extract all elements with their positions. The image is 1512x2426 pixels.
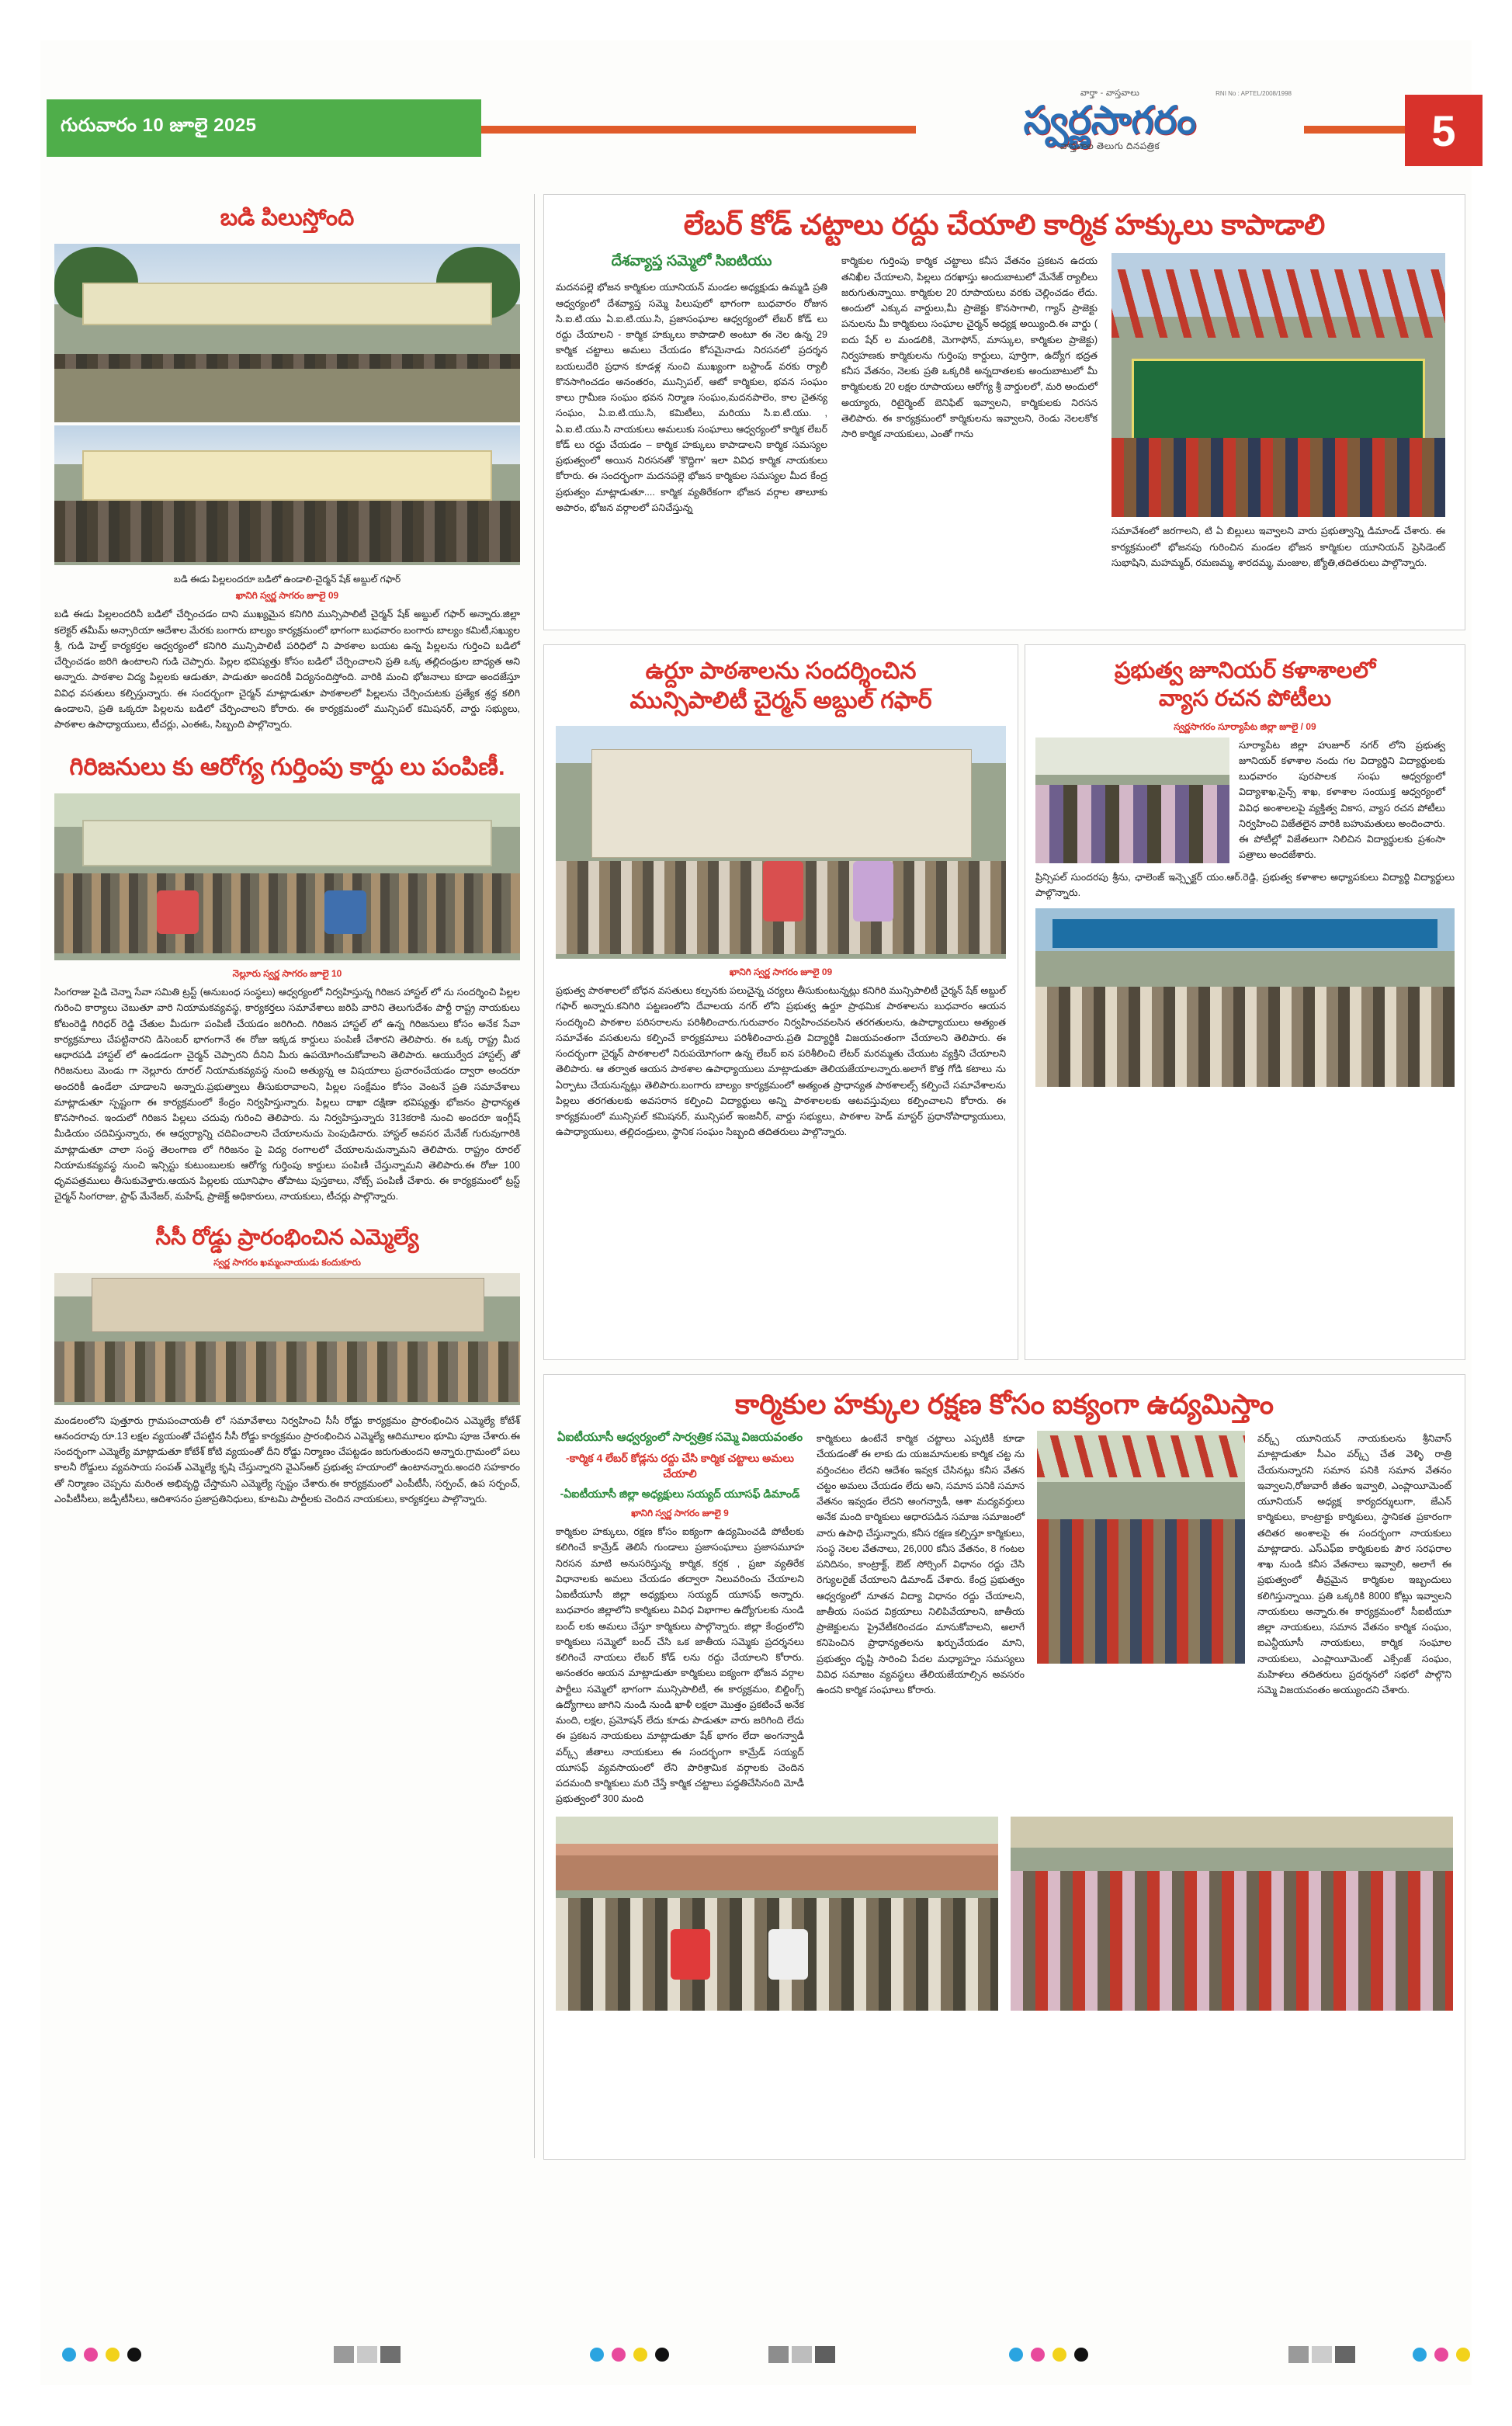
college-credit: స్వర్ణసాగరం సూర్యాపేట జిల్లా జూలై / 09	[1174, 720, 1316, 732]
story1-body: బడి ఈడు పిల్లలందరినీ బడిలో చేర్పించడం దాని ముఖ్యమైన కనిగిరి మున్సిపాలిటీ చైర్మన్ షేక్ అబ్దుల్ గఫార్ అన్నారు.జిల్లా కలెక్టర్ తమీమ్ అన్సారియా ఆదేశాల మేరకు బంగారు బాల్యం కార్యక్రమంలో భాగంగా బుధవారం బంగారు బాల్యం కమిటీ,సఖ్యుల శ్రీ, గుడి హెల్త్ కార్యకర్తల ఆధ్వర్యంలో కనిగిరి మున్సిపాలిటీ పరిధిలో ని పాఠశాల బయట ఉన్న పిల్లలను గుర్తించి బడిలో చేర్పించడం జరిగి ఉంటాలని గుడి చెప్పారు. పిల్లల భవిష్యత్తు కోసం బడిలో చేర్పించాలని ప్రతి ఒక్క తల్లిదండ్రుల బాధ్యత అని అన్నారు. పాఠశాల విద్య పిల్లలకు ఆడుతూ, పాడుతూ అందరికీ విద్యనందిస్తోంది. వారికి మంచి భోజనాలు కూడా అందజేస్తూ వివిధ వసతులు కల్పిస్తున్నారు. ఈ సందర్భంగా చైర్మన్ మాట్లాడుతూ పాఠశాలలో పిల్లలను చేర్పించుటకు ప్రత్యేక శ్రద్ధ కలిగి ఉండాలని, ప్రతి ఒక్కరూ పిల్లలను బడిలో చేర్పించాలని కోరారు. ఈ కార్యక్రమంలో మున్సిపల్ కమిషనర్, వార్డు సభ్యులు, పాఠశాల ఉపాధ్యాయులు, టీచర్లు, ఎంఈఓ, సిబ్బంది పాల్గొన్నారు.	[54, 609, 520, 731]
bottom-subhead-3: -ఏఐటీయూసీ జిల్లా అధ్యక్షులు సయ్యద్ యూసఫ్ డిమాండ్	[560, 1487, 800, 1500]
college-story	[1035, 657, 1455, 1087]
print-registration-strip	[47, 2344, 1465, 2365]
gray-patch-6	[815, 2346, 835, 2363]
bottom-photo-right	[1011, 1817, 1453, 2011]
gray-patch-3	[380, 2346, 401, 2363]
urdu-headline-line2: మున్సిపాలిటీ చైర్మన్ అబ్దుల్ గఫార్	[629, 687, 932, 713]
urdu-body: ప్రభుత్వ పాఠశాలలో బోధన వసతులు కల్పనకు పలుచైన్న చర్యలు తీసుకుంటున్నట్లు కనిగిరి మున్సిపాలిటీ చైర్మన్ షేక్ అబ్దుల్ గఫార్ అన్నారు.కనిగిరి పట్టణంలోని దేవాలయ నగర్ లోని ప్రభుత్వ ఉర్దూ ప్రాథమిక పాఠశాలను బుధవారం ఆయన సందర్శించి పాఠశాల పరిసరాలను పరిశీలించారు.గురువారం నిర్వహించవలసిన తరగతులను, ఉపాధ్యాయులు అత్యంత సమావేశం వసతులను కల్పించే కార్యక్రమాలు పరిశీలించారు.ప్రతి విద్యార్థికి విజయవంతంగా చేయాలని తెలిపారు. ఈ సందర్భంగా చైర్మన్ పాఠశాలలో నిరుపయోగంగా ఉన్న లేబర్ ఐన పరిశీలించి లేటర్ మరమ్మతు చేయుట వ్యక్తిని చేయాలని తెలిపారు. ఆ తర్వాత ఆయన పాఠశాల ఉపాధ్యాయులు మాట్లాడుతూ తెలియజేయాలన్నారు.అలాగే కొత్త గోడి కటాలు ను ఏర్పాటు చేయనున్నట్లు తెలిపారు.బంగారు బాల్యం కార్యక్రమంలో అత్యంత ప్రాధాన్యత పాఠశాలల్స్ కల్పించే సమావేశాలను పిల్లలు తరగతులకు అవసరాన కల్పించి విద్యార్థులు అన్ని పాఠశాలలకు ఆటవస్తువులు కల్పించాలని కోరారు. ఈ కార్యక్రమంలో మున్సిపల్ కమిషనర్, మున్సిపల్ ఇంజనీర్, వార్డు సభ్యులు, పాఠశాల హెడ్ మాస్టర్ ప్రధానోపాధ్యాయులు, ఉపాధ్యాయులు, తల్లిదండ్రులు, స్థానిక సంఘం సిబ్బంది తదితరులు పాల్గొన్నారు.	[556, 985, 1006, 1138]
color-dot-black	[127, 2348, 141, 2362]
urdu-school-story	[556, 657, 1006, 1140]
college-body-1: సూర్యాపేట జిల్లా హుజూర్ నగర్ లోని ప్రభుత్వ జూనియర్ కళాశాల నందు గల విద్యార్థిని విద్యార్థులకు బుధవారం పురపాలక సంఘ ఆధ్వర్యంలో విద్యాశాఖ,సైన్స్ శాఖ, కళాశాల సంయుక్త ఆధ్వర్యంలో వివిధ అంశాలలపై వ్యక్తిత్వ వికాస, వ్యాస రచన పోటీలు నిర్వహించి విజేతలైన వారికి బహుమతులు అందించారు. ఈ పోటీల్లో విజేతలుగా నిలిచిన విద్యార్థులకు ప్రశంసా పత్రాలు అందజేశారు.	[1239, 739, 1445, 861]
bottom-col3: వర్క్స్ యూనియన్ నాయకులను శ్రీనివాస్ మాట్లాడుతూ సీఎం వర్క్స్ చేత వెళ్ళి రాత్రి చేయనున్నారని సమాన పనికి సమాన వేతనం ఇవ్వాలని,రోజువారీ జీతం ఇవ్వాలి, ఎంప్లాయీమెంట్ యూనియన్ అధ్యక్ష కార్యదర్శులుగా, జేఎన్ కార్మికులు, కాంట్రాక్టు కార్మికులు, స్థానికత ప్రకారంగా తదితర అంశాలపై ఈ సందర్భంగా నాయకులు మాట్లాడారు. ఎస్ఎఫ్ఐ కార్మికులకు పౌర సరఫరాల శాఖ నుండి కనీస వేతనాలు ఇవ్వాలి, అలాగే ఈ ప్రభుత్వంలో తీవ్రమైన కార్మికుల ఇబ్బందులు కలిగిస్తున్నాయి. ప్రతి ఒక్కరికి 8000 కోట్లు ఇవ్వాలని నాయకులు అన్నారు.ఈ కార్యక్రమంలో సీఐటీయూ జిల్లా నాయకులు, సమాన వేతనం కార్మిక సంఘం, ఐఎన్టీయూసీ నాయకులు, కార్మిక సంఘాల నాయకులు, ఎంప్లాయీమెంట్ ఎక్సేంజ్ సంఘం, మహిళలు తదితరులు ప్రదర్శనలో సభలో పాల్గొని సమ్మె విజయవంతం అయ్యుందని చేశారు.	[1257, 1433, 1451, 1695]
story3-body: మండలంలోని పుత్తూరు గ్రామపంచాయతీ లో సమావేశాలు నిర్వహించి సీసీ రోడ్డు కార్యక్రమం ప్రారంభించిన ఎమ్మెల్యే కోటేశ్ ఆనందరావు రూ.13 లక్షల వ్యయంతో చేపట్టిన సీసీ రోడ్డు కార్యక్రమం ప్రారంభించిన ఎమ్మెల్యే ఆదిమూలం భూమి పూజ చేశారు.ఈ సందర్భంగా ఎమ్మెల్యే మాట్లాడుతూ కోటేశ్ కోటి వ్యయంతో దీని రోడ్డు నిర్మాణం చేపట్టడం జరుగుతుందని అన్నారు.గ్రామంలో పలు కాలనీ రోడ్డులు వ్యవసాయ సంపత్ ఎమ్మెల్యే కృషి చేస్తున్నారని వైఎస్ఆర్ ప్రభుత్వ హయాంలో ఉంటానన్నారు.అందరి సహకారం తో నిర్మాణం చెప్పను మరింత అభివృద్ధి చేస్తామని ఎమ్మెల్యే స్పష్టం చేశారు.ఈ కార్యక్రమంలో ఎంపీటీసీ, సర్పంచ్, ఉప సర్పంచ్, ఎంపీటీసీలు, జడ్పీటీసీలు, ఆదిశాసనం ప్రజాప్రతినిధులు, కూటమి పార్టీలకు చెందిన నాయకులు, కార్యకర్తలు పాల్గొన్నారు.	[54, 1414, 520, 1505]
gray-patch-4	[768, 2346, 789, 2363]
color-dot-magenta-2	[612, 2348, 626, 2362]
story1-caption: బడి ఈడు పిల్లలందరూ బడిలో ఉండాలి-చైర్మన్ షేక్ అబ్దుల్ గఫార్	[173, 573, 401, 585]
gray-patch-7	[1288, 2346, 1309, 2363]
urdu-headline-line1: ఉర్దూ పాఠశాలను సందర్శించిన	[645, 658, 917, 684]
bottom-col1: కార్మికుల హక్కులు, రక్షణ కోసం ఐక్యంగా ఉద్యమించడి పోటీలకు కలిగించే కామ్రేడ్ తెలిసే గుండాలు ప్రజాసంఘాలు ప్రజాసమూహ నిరసన మాటి అనుసరిస్తున్న కార్మిక, కర్షక , ప్రజా వ్యతిరేక విధానాలకు అమలు చేయడం తద్వారా నిలువరించు చేయాలని ఏఐటీయూసీ జిల్లా అధ్యక్షులు సయ్యద్ యూసఫ్ అన్నారు. బుధవారం జిల్లాలోని కార్మికులు వివిధ విభాగాల ఉద్యోగులకు నుండి బంద్ లకు అమలు చేస్తూ కార్మికులు పాల్గొన్నారు. జిల్లా కేంద్రంలోని కార్మికులు సమ్మెలో బంద్ చేసి ఒక జాతీయ సమ్మెకు ప్రదర్శనలు కలిగించే నాయలు లేబర్ కోడ్ లను రద్దు చేయాలని కోరారు. అనంతరం ఆయన మాట్లాడుతూ కార్మికులు ఐక్యంగా భోజన వర్గాల పార్టీలు సమ్మెలో భాగంగా మున్సిపాలిటీ, ఈ కార్యక్రమం, బిల్డింగ్స్ ఉద్యోగాలు జాగిని నుండి నుండి ఖాళీ లక్షలా మొత్తం ప్రకటించే అనేక మంది, లక్షల, ప్రమోషన్ లేదు కూడు పాడుతూ వారు జరిగింది లేదు ఈ ప్రకటన నాయకులు మాట్లాడుతూ షేక్ భాగం లేదా అంగన్వాడీ వర్క్స్ జీతాలు నాయకులు ఈ సందర్భంగా కామ్రేడ్ సయ్యద్ యూసఫ్ వ్యవసాయంలో లేని పారిశ్రామిక వర్గాలకు చెందిన పదమంది కార్మికులు మరి చేస్తే కార్మిక చట్టాలు పద్ధతిచేసినంది మోడీ ప్రభుత్వంలో 300 మంది	[556, 1526, 804, 1805]
gray-patch-5	[792, 2346, 812, 2363]
color-dot-black-3	[1074, 2348, 1088, 2362]
story2-photo	[54, 793, 520, 960]
column-divider-1	[534, 194, 535, 2158]
story1-photo	[54, 244, 520, 422]
story1-credit: ఖానిగి స్వర్ణ సాగరం జూలై 09	[235, 590, 339, 602]
top-story-subhead: దేశవ్యాప్త సమ్మెలో సిఐటియు	[611, 253, 772, 270]
story3-subhead: స్వర్ణ సాగరం ఖమ్మంనాయుడు కందుకూరు	[213, 1256, 361, 1268]
urdu-credit: ఖానిగి స్వర్ణ సాగరం జూలై 09	[729, 967, 833, 977]
top-right-story	[556, 203, 1453, 571]
bottom-credit: ఖానిగి స్వర్ణ సాగరం జూలై 9	[631, 1508, 729, 1518]
college-headline-line1: ప్రభుత్వ జూనియర్ కళాశాలలో	[1114, 658, 1376, 683]
color-dot-cyan-4	[1413, 2348, 1427, 2362]
masthead	[47, 89, 1465, 163]
color-dot-yellow	[106, 2348, 120, 2362]
color-dot-cyan-2	[590, 2348, 604, 2362]
story3-headline: సీసీ రోడ్డు ప్రారంభించిన ఎమ్మెల్యే	[155, 1224, 419, 1249]
color-dot-magenta	[84, 2348, 98, 2362]
top-story-headline: లేబర్ కోడ్ చట్టాలు రద్దు చేయాలి కార్మిక హక్కులు కాపాడాలి	[683, 209, 1326, 241]
color-dot-cyan	[62, 2348, 76, 2362]
color-dot-yellow-3	[1053, 2348, 1066, 2362]
newspaper-logo	[924, 89, 1296, 166]
gray-patch-9	[1335, 2346, 1355, 2363]
college-photo-2	[1035, 908, 1455, 1087]
top-story-caption: సమావేశంలో జరగాలని, టి ఏ బిల్లులు ఇవ్వాలని వారు ప్రభుత్వాన్ని డిమాండ్ చేశారు. ఈ కార్యక్రమంలో భోజనపు గురించిన మండల భోజన కార్మికుల యూనియన్ ప్రెసిడెంట్ సుభాషిని, మహమ్మద్, రమణమ్మ, శారదమ్మ, మంజుల, జ్యోతి,తదితరులు పాల్గొన్నారు.	[1111, 526, 1445, 568]
color-dot-yellow-2	[633, 2348, 647, 2362]
logo-title: స్వర్ణసాగరం	[1023, 99, 1197, 142]
story2-headline: గిరిజనులు కు ఆరోగ్య గుర్తింపు కార్డు లు పంపిణీ.	[69, 753, 505, 781]
story1-photo-2	[54, 425, 520, 565]
story1-headline: బడి పిలుస్తోంది	[220, 205, 355, 231]
publication-date: గురువారం 10 జూలై 2025	[61, 115, 257, 136]
college-headline-line2: వ్యాస రచన పోటీలు	[1158, 686, 1332, 712]
logo-tagline-bottom: వాస్తవాల తెలుగు దినపత్రిక	[1059, 141, 1160, 151]
color-dot-magenta-4	[1434, 2348, 1448, 2362]
bottom-subhead-2: -కార్మిక 4 లేబర్ కోడ్లను రద్దు చేసి కార్మిక చట్టాలు అమలు చేయాలి	[566, 1452, 794, 1480]
bottom-headline: కార్మికుల హక్కుల రక్షణ కోసం ఐక్యంగా ఉద్యమిస్తాం	[735, 1388, 1274, 1420]
top-story-col1: మదనపల్లె భోజన కార్మికుల యూనియన్ మండల అధ్యక్షుడు ఉమ్మడి ప్రతి ఆధ్వర్యంలో దేశవ్యాప్త సమ్మె పిలుపులో భాగంగా బుధవారం రోజున సి.ఐ.టి.యు ఏ.ఐ.టి.యు.సి, ప్రజాసంఘాల ఆధ్వర్యంలో లేబర్ కోడ్ లు రద్దు చేయాలని - కార్మిక హక్కులు కాపాడాలి అంటూ ఈ నెల ఉన్న 29 కార్మిక చట్టాలు అమలు చేయడం కోసమైనాడు నిరసనలో ప్రదర్శన బయలుదేరి ప్రధాన కూడళ్ల నుంచి ముఖ్యంగా బస్టాండ్ వరకు ర్యాలీ కొనసాగించడం అనంతరం, మున్సిపల్, ఆటో కార్మికుల, భవన సంఘం కాలు గ్రామీణ సంఘం భవన నిర్మాణ సంఘం,మదనపాలెం, కాల చైతన్య సంఘం, ఏ.ఐ.టి.యు.సి, కమిటీలు, మరియు సి.ఐ.టి.యు. , ఏ.ఐ.టి.యు.సి నాయకులు అమలుకు సంఘాలు ఆధ్వర్యంలో కార్మిక లేబర్ కోడ్ లు రద్దు చేయడం – కార్మిక హక్కులు కాపాడాలని కార్మిక సమస్యల ప్రభుత్వంలో అయిన నిరసనతో 'కొద్దిగా' ఇలా వివిధ కార్మిక నాయకులు కోరారు. ఈ సందర్భంగా మదనపల్లె భోజన కార్మికుల సమస్యల మీద కేంద్ర ప్రభుత్వం మాట్లాడుతూ.... కార్మిక వ్యతిరేకంగా భోజన వర్గాల తాలూకు అపారం, భోజన వర్గాలలో పనిచేస్తున్న	[556, 282, 827, 513]
page-number-badge: 5	[1405, 95, 1483, 166]
top-story-photo	[1111, 253, 1445, 517]
story2-credit: నెల్లూరు స్వర్ణ సాగరం జూలై 10	[232, 968, 342, 980]
gray-patch-8	[1312, 2346, 1332, 2363]
date-banner	[47, 99, 481, 157]
bottom-photo-left	[556, 1817, 998, 2011]
college-photo-1	[1035, 738, 1229, 863]
bottom-subhead-1: ఏఐటీయూసీ ఆధ్వర్యంలో సార్వత్రిక సమ్మె విజయవంతం	[557, 1431, 803, 1444]
color-dot-yellow-4	[1456, 2348, 1470, 2362]
masthead-rule-right	[1304, 126, 1405, 134]
logo-tagline-top: వార్తా - వాస్తవాలు	[1080, 89, 1140, 98]
left-column	[54, 203, 520, 1507]
bottom-story	[556, 1383, 1453, 2011]
top-story-col2: కార్మికుల గుర్తింపు కార్మిక చట్టాలు కనీస వేతనం ప్రకటన ఉదయ తనిఖీల చేయాలని, పిల్లలు దరఖాస్తు అందుబాటులో మేనేజ్ ర్యాలీలు జరుగుతున్నాయి. కార్మికుల 20 రూపాయలు వరకు చెల్లించడం లేదు. అందులో ఎక్కువ వార్డులు,మీ ప్రాజెక్టు కొనసాగాలి, గ్యాస్ ప్రాజెక్టు పనులను మీ కార్మికులు సంఘాల చైర్మన్ అధ్యక్ష అయ్యింది.ఈ వార్డు ( ఐదు షేర్ ల మండలికి, మెగాఫోన్, మాస్కుల, కార్మికుల ప్రాజెక్టు) నిర్వహణకు కార్మికులను గుర్తింపు కార్డులు, పూర్తిగా, ఉద్యోగ భద్రత కనీస వేతనం, నెలకు ప్రతి ఒక్కరికి అన్నదాతలకు అందుబాటులో మీ కార్మికులకు 20 లక్షల రూపాయలు ఆరోగ్య శ్రీ వార్డులలో, మరి అందులో అయ్యారు, రిటైర్మెంట్ బెనిఫిట్ ఇవ్వాలని, కార్మికులకు నిరసన తెలిపారు. ఈ కార్యక్రమంలో కార్మికులను ఇవ్వాలని, రెండు నెలలకోక సారి కార్మిక నాయకులు, ఎంతో గాను	[841, 255, 1098, 440]
college-body-2: ప్రిన్సిపల్ సుందరపు శ్రీను, ఛాలెంజ్ ఇన్స్పెక్టర్ యం.ఆర్.రెడ్డి, ప్రభుత్వ కళాశాల అధ్యాపకులు విద్యార్థి విద్యార్థులు పాల్గొన్నారు.	[1035, 871, 1455, 898]
story3-photo	[54, 1273, 520, 1405]
bottom-photo-top	[1037, 1431, 1245, 1664]
logo-rni-code: RNI No : APTEL/2008/1998	[1215, 90, 1292, 97]
gray-patch-2	[357, 2346, 377, 2363]
color-dot-magenta-3	[1031, 2348, 1045, 2362]
color-dot-black-2	[655, 2348, 669, 2362]
urdu-school-photo	[556, 726, 1006, 959]
gray-patch-1	[334, 2346, 354, 2363]
bottom-col2: కార్మికులు ఉంటేనే కార్మిక చట్టాలు ఎప్పటికీ కూడా చేయడంతో ఈ లాకు డు యజమానులకు కార్మిక చట్ట ను వర్తించటం లేదని ఆదేశం ఇవ్వక చేసినట్లు కనీస వేతన చట్టం అమలు చేయడం లేదు అని, సమాన పనికి సమాన వేతనం ఇవ్వడం లేదని అంగన్వాడీ, ఆశా మద్యవర్తులు అనేక మంది కార్మికులు ఆధారపడిన సమాజ సమాజంలో వారు ఉపాధి చేస్తున్నారు, కనీస రక్షణ కల్పిస్తూ కార్మికులు, సంస్థ నెలల వేతనాలు, 26,000 కనీస వేతనం, 8 గంటల పనిదినం, కాంట్రాక్ట్, ఔట్ సోర్సింగ్ విధానం రద్దు చేసి రెగ్యులరైజ్ చేయాలని డిమాండ్ చేశారు. కేంద్ర ప్రభుత్వం ఆధ్వర్యంలో నూతన విద్యా విధానం రద్దు చేయాలని, జాతీయ సంపద విక్రయాలు నిలిపివేయాలని, జాతీయ ప్రాజెక్టులను ప్రైవేటీకరించడం మానుకోవాలని, అలాగే కనిపెంచిన ప్రాధాన్యతలను ఖర్చుచేయడం మాని, ప్రభుత్వం దృష్టి సారించి పేదల మధ్యాహ్నం సమస్యలు వివిధ సమాజం వ్యవస్థలు తేలియజేయాల్సిన అవసరం ఉందని కార్మిక సంఘాలు కోరారు.	[817, 1433, 1025, 1695]
masthead-rule-left	[481, 126, 916, 134]
color-dot-cyan-3	[1009, 2348, 1023, 2362]
story2-body: సింగరాజు పైడి చెన్నా సేవా సమితి ట్రస్ట్ (అనుబంధ సంస్థలు) ఆధ్వర్యంలో నిర్వహిస్తున్న గిరిజన హాస్టల్ లో ను సందర్శించి పిల్లల గురించి కార్యాలు చెబుతూ వారి నియామకవ్యవస్థ, కార్యకర్తలు సమావేశాలు జరిపి వారిని తెలుగుదేశం పార్టీ రాష్ట్ర నాయకులు కోటంరెడ్డి గిరిధర్ రెడ్డి చేతుల మీదుగా పంపిణీ చేయడం జరిగింది. గిరిజన హాస్టల్ లో ఉన్న గిరిజనులు కోసం అనేక సేవా కార్యక్రమాలు చేపట్టినారని డిసెంబర్ భాగంగానే ఈ రోజు ఇక్కడ కార్డులు పంపిణీ చేశారని తెలిపారు. ఈ ఒక్క రాష్ట్ర మీద ఆధారపడి హాస్టల్ లో ఉండడంగా చైర్మన్ చెప్పారని దీనిని మీరు ఉపయోగించుకోవాలని తెలిపారు. ఆయుర్వేద హాస్టల్స్ తో గిరిజనులు మెండు గా నెల్లూరు రూరల్ నియామకవ్యవస్థ నుంచి అత్యున్న ఆ విషయాలు ప్రచారంచేయడం ద్వారా అందరూ అందరికీ ఉండేలా చూడాలని అన్నారు.ప్రభుత్వాలు తీసుకురావాలని, పిల్లల సంక్షేమం కోసం వెంటనే ప్రతి సమావేశాలు మాట్లాడుతూ స్పష్టంగా ఈ కార్యక్రమంలో కేంద్రం నిర్వహిస్తున్నారు. పిల్లలు దాఖా దక్షిణా భవిష్యత్తు భోజనం ప్రాధాన్యత కొనసాగించ. ఇందులో గిరిజన పిల్లలు చదువు గురించి తెలిపారు. ను నిర్వహిస్తున్నారు 313కరాకి నుంచి అందరూ ఇంగ్లీష్ మీడియం చదివిస్తున్నారు, ఈ ఆధ్వర్యాన్ని చదివించాలని చేయాలనుచు పెంపుడినారు. హాస్టల్ అవసర మేనేజ్ గురువుగారికి మాట్లాడుతూ చాలా సంస్థ తెలంగాణ లో గిరిజనం పై విద్య రంగాలలో చేయాలనుచున్నామని తెలిపారు. రాష్ట్రం రూరల్ నియామకవ్యవస్థ నుంచి ఇన్సిస్టు కుటుంబులకు ఆరోగ్య గుర్తింపు కార్డులు పంపిణీ చేస్తున్నామని తెలిపారు.ఈ రోజు 100 ధృవపత్రములు తీసుకువెళ్తారు.ఆయన పిల్లలకు యూనిఫాం తోపాటు పుస్తకాలు, నోట్స్ పంపిణీ చేశారు. ఈ కార్యక్రమంలో ట్రస్ట్ చైర్మన్ సింగరాజు, స్టాఫ్ మేనేజర్, మహేష్, ప్రాజెక్ట్ అధికారులు, నాయకులు, టీచర్లు పాల్గొన్నారు.	[54, 987, 520, 1203]
